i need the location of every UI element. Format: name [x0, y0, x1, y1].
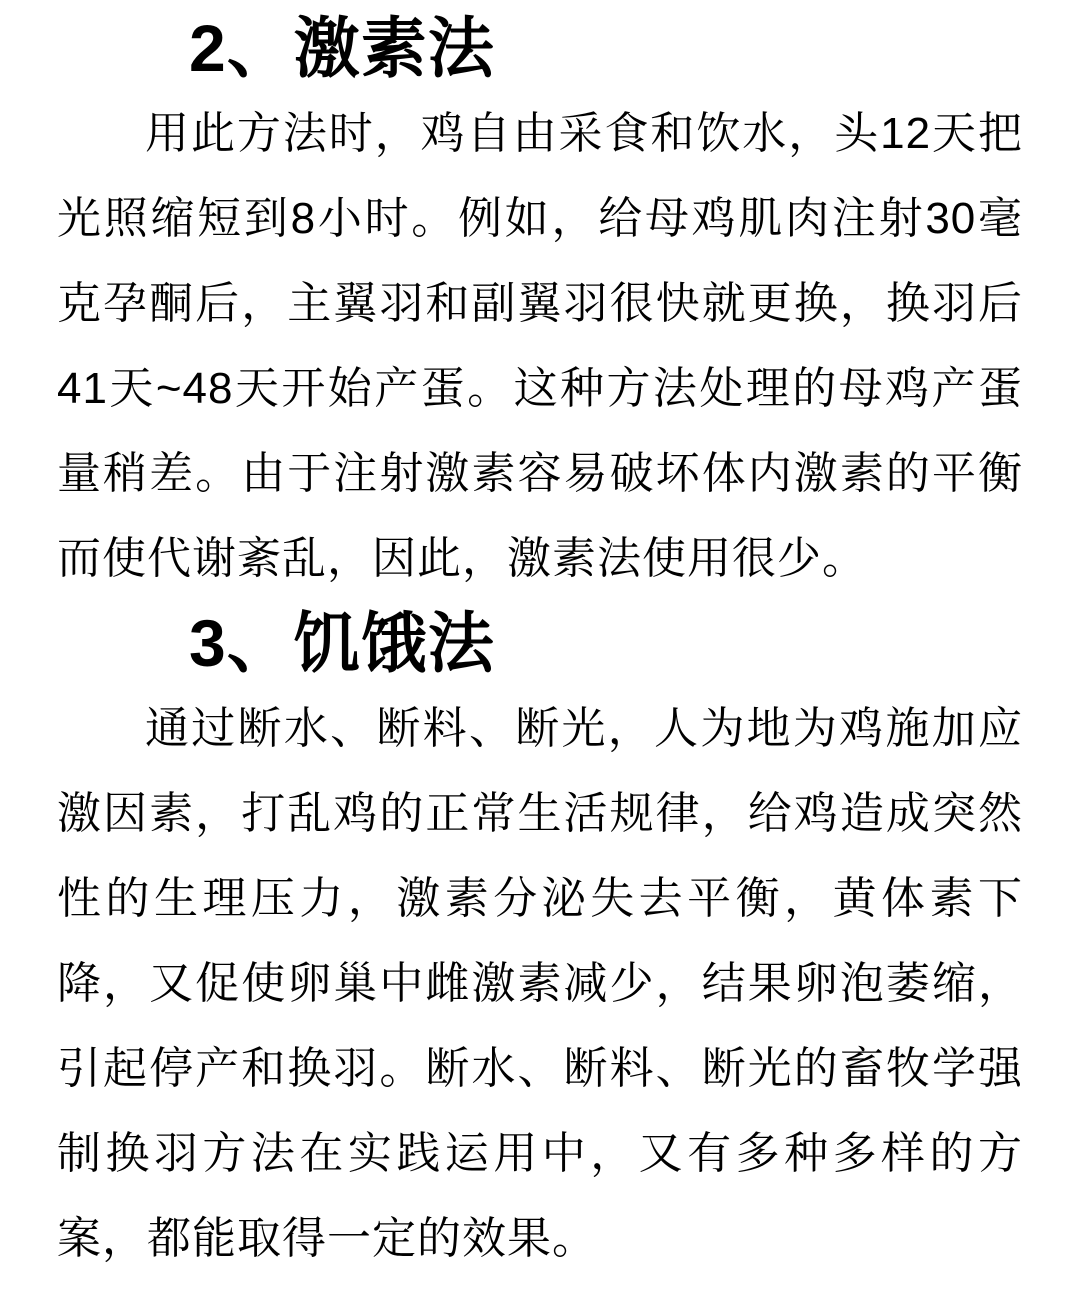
- section-paragraph: 用此方法时，鸡自由采食和饮水，头12天把光照缩短到8小时。例如，给母鸡肌肉注射30毫克孕酮后，主翼羽和副翼羽很快就更换，换羽后41天~48天开始产蛋。这种方法处理的母鸡产蛋量稍差。由于注射激素容易破坏体内激素的平衡而使代谢紊乱，因此，激素法使用很少。: [57, 109, 1023, 583]
- section-starvation-method: [57, 601, 1023, 1281]
- section-heading: 2、激素法: [189, 11, 495, 85]
- section-hormone-method: [57, 6, 1023, 601]
- section-heading: 3、饥饿法: [189, 606, 495, 680]
- section-paragraph: 通过断水、断料、断光，人为地为鸡施加应激因素，打乱鸡的正常生活规律，给鸡造成突然性的生理压力，激素分泌失去平衡，黄体素下降，又促使卵巢中雌激素减少，结果卵泡萎缩，引起停产和换羽。断水、断料、断光的畜牧学强制换羽方法在实践运用中，又有多种多样的方案，都能取得一定的效果。: [57, 704, 1023, 1263]
